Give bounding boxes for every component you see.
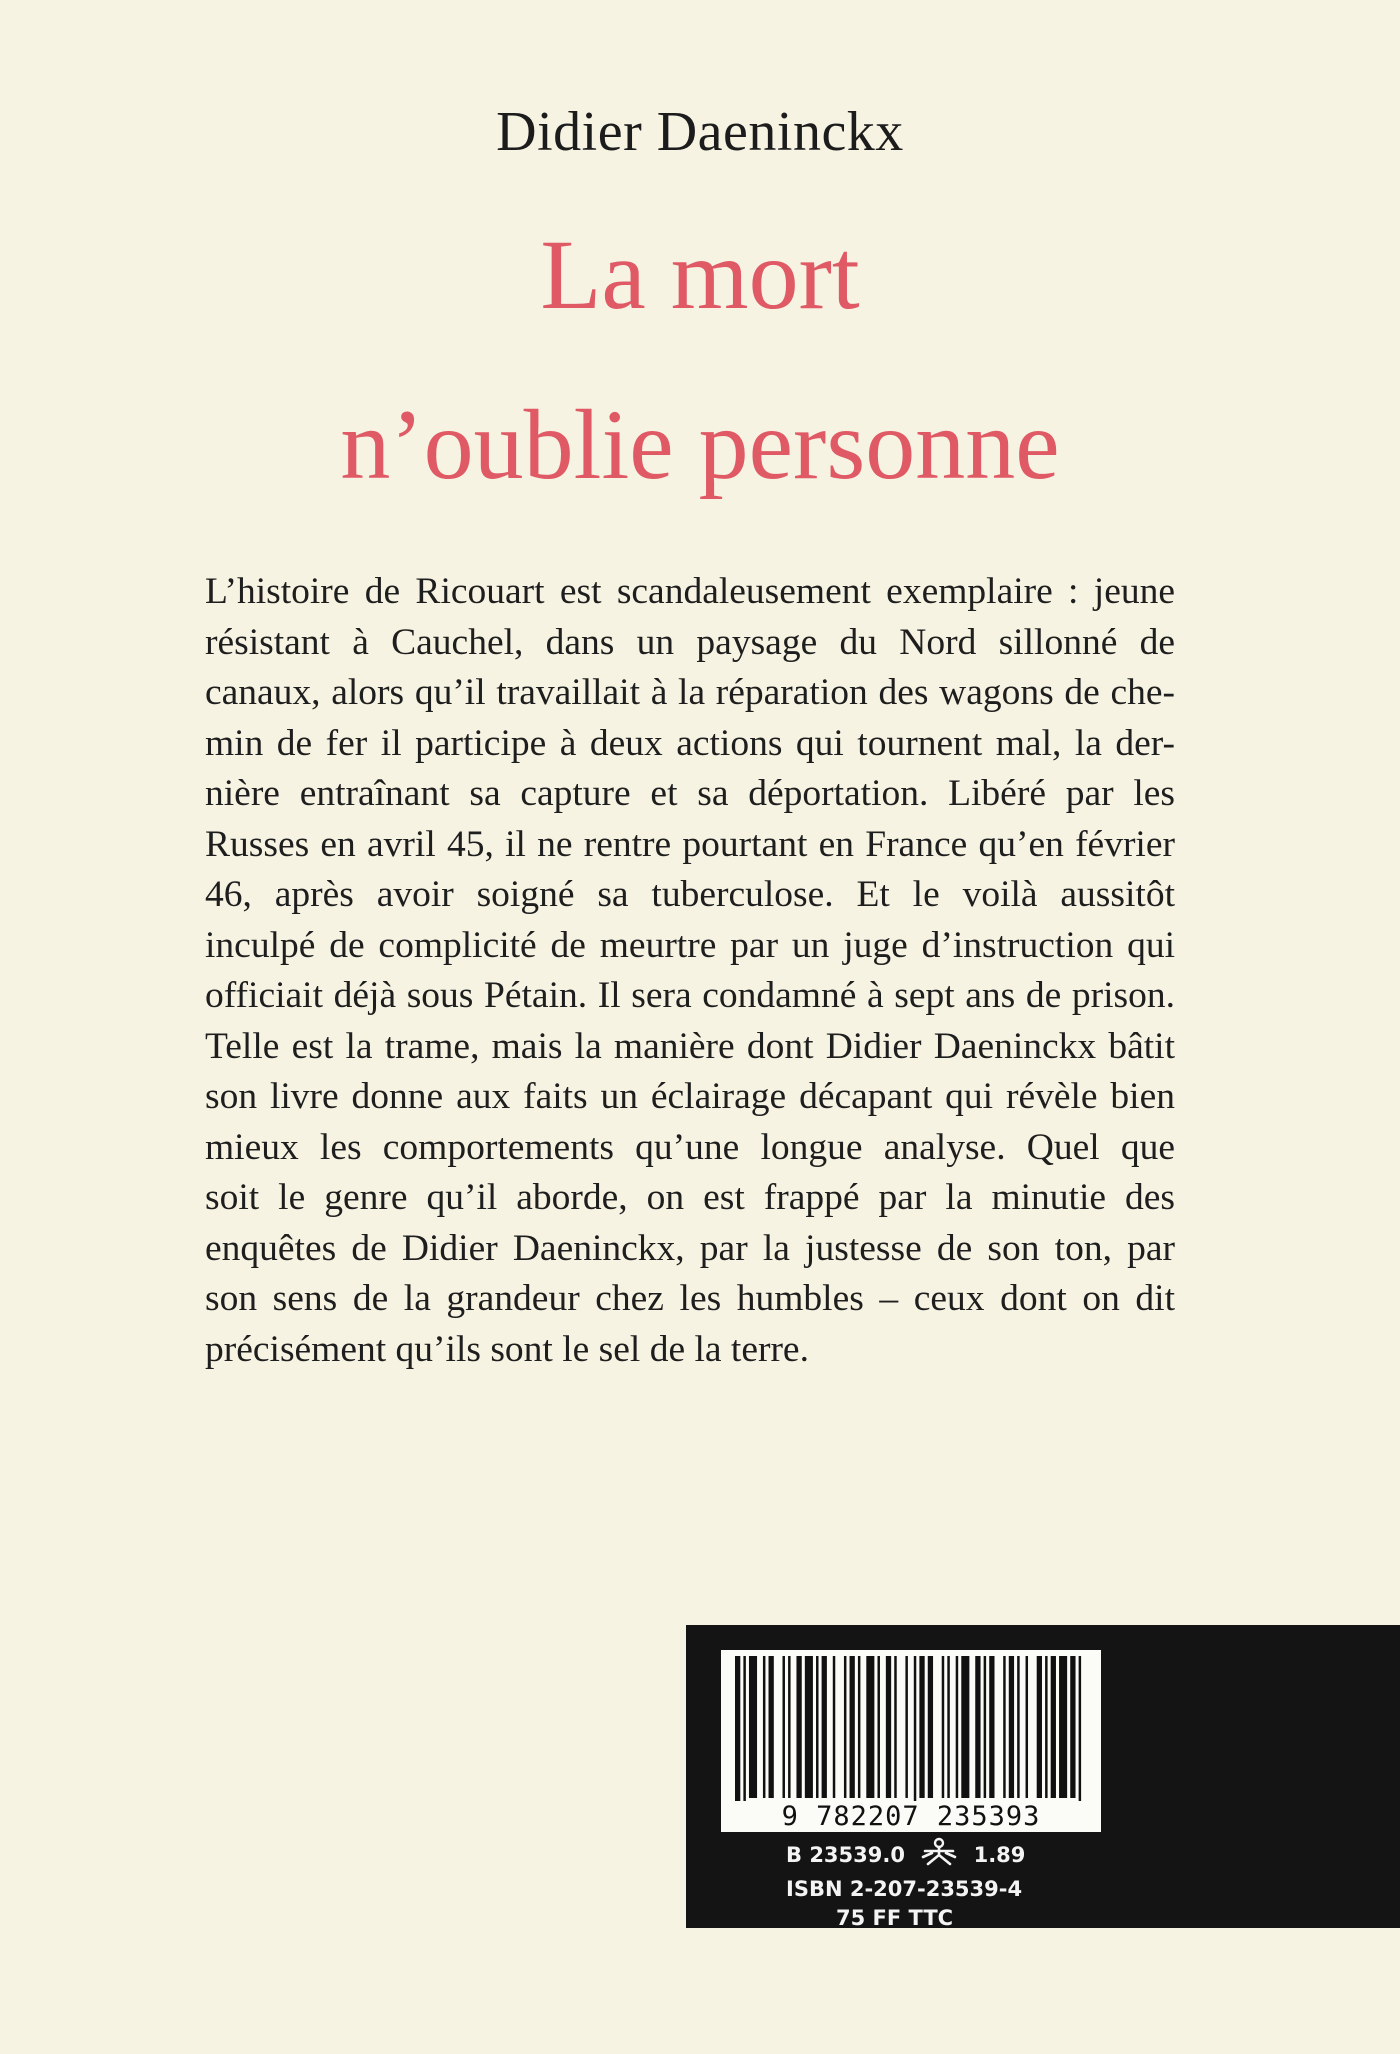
blurb-line: Telle est la trame, mais la manière dont Didier Daeninckx bâtit: [205, 1025, 1175, 1067]
blurb-line: résistant à Cauchel, dans un paysage du Nord sillonné de: [205, 621, 1175, 663]
author-name: Didier Daeninckx: [496, 101, 904, 163]
blurb-line: enquêtes de Didier Daeninckx, par la justesse de son ton, par: [205, 1227, 1175, 1269]
book-title-line-2: n’oublie personne: [340, 389, 1060, 500]
price-text: 75 FF TTC: [836, 1906, 954, 1930]
blurb-line: min de fer il participe à deux actions qui tournent mal, la der-: [205, 722, 1175, 764]
stock-code-row: [786, 1837, 1025, 1875]
blurb-line: inculpé de complicité de meurtre par un juge d’instruction qui: [205, 924, 1175, 966]
blurb-line: précisément qu’ils sont le sel de la terre.: [205, 1328, 809, 1370]
blurb-line: Russes en avril 45, il ne rentre pourtant en France qu’en février: [205, 823, 1175, 865]
back-cover-blurb: [205, 567, 1175, 1375]
stock-code: B 23539.0: [786, 1843, 905, 1867]
blurb-line: L’histoire de Ricouart est scandaleusement exemplaire : jeune: [205, 571, 1175, 612]
barcode-number: 9 782207 235393: [727, 1801, 1095, 1832]
barcode-panel: [686, 1625, 1400, 1928]
blurb-line: officiait déjà sous Pétain. Il sera condamné à sept ans de prison.: [205, 975, 1175, 1016]
edition-date: 1.89: [973, 1843, 1026, 1867]
blurb-line: soit le genre qu’il aborde, on est frappé par la minutie des: [205, 1177, 1175, 1218]
book-title-line-1: La mort: [540, 219, 860, 330]
blurb-line: son livre donne aux faits un éclairage décapant qui révèle bien: [205, 1076, 1175, 1117]
blurb-line: son sens de la grandeur chez les humbles – ceux dont on dit: [205, 1278, 1175, 1319]
blurb-line: canaux, alors qu’il travaillait à la réparation des wagons de che-: [205, 672, 1175, 713]
barcode-label: [721, 1650, 1101, 1832]
barcode-icon: [735, 1656, 1087, 1806]
blurb-line: mieux les comportements qu’une longue analyse. Quel que: [205, 1126, 1175, 1168]
book-codes: [786, 1837, 1025, 1933]
blurb-line: nière entraînant sa capture et sa déportation. Libéré par les: [205, 773, 1175, 814]
isbn-text: ISBN 2-207-23539-4: [786, 1877, 1023, 1901]
blurb-line: 46, après avoir soigné sa tuberculose. Et le voilà aussitôt: [205, 874, 1175, 915]
publisher-logo-icon: [920, 1837, 958, 1875]
